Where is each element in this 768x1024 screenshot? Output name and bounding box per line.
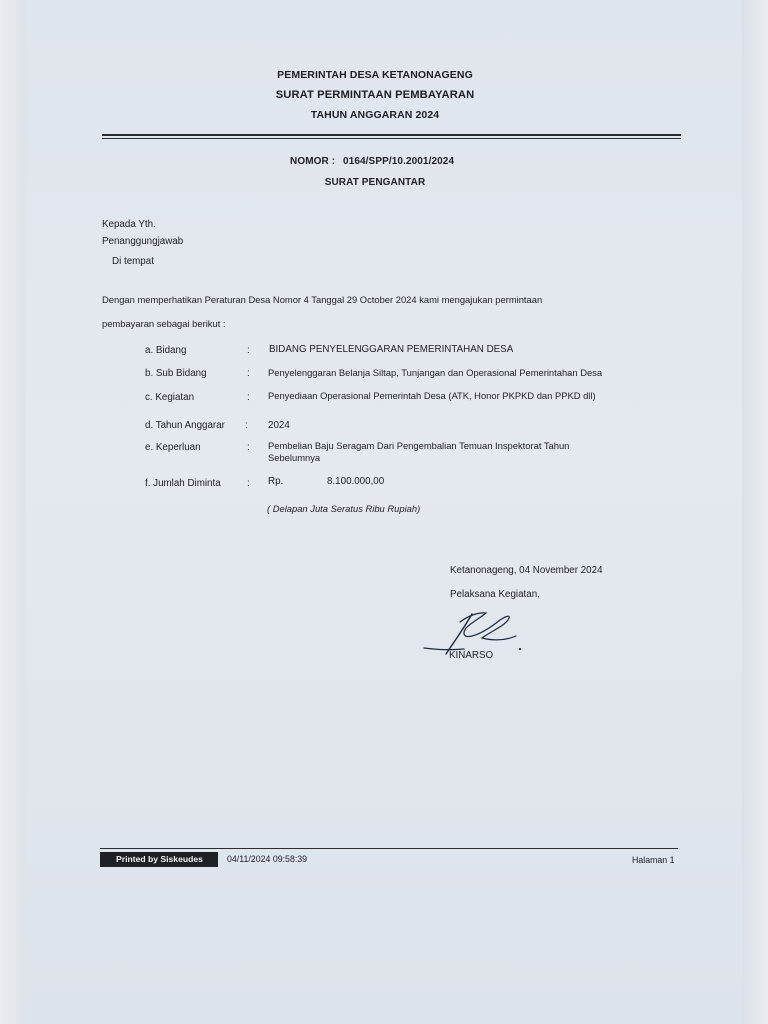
header-government: PEMERINTAH DESA KETANONAGENG [277,69,473,81]
background-right [740,0,768,1024]
item-value-jumlah: 8.100.000,00 [327,476,385,487]
recipient-greeting: Kepada Yth. [102,219,156,230]
nomor-value: 0164/SPP/10.2001/2024 [343,156,455,167]
item-key-bidang: a. Bidang [145,345,187,356]
item-value-bidang: BIDANG PENYELENGGARAN PEMERINTAHAN DESA [269,344,514,355]
nomor-line [290,156,454,167]
recipient-place: Di tempat [112,256,154,267]
item-colon: : [247,392,250,403]
recipient-name: Penanggungjawab [102,236,184,247]
item-key-kegiatan: c. Kegiatan [145,392,195,403]
nomor-label: NOMOR : [290,156,336,167]
item-colon: : [247,368,250,379]
printed-by-badge: Printed by Siskeudes [100,852,218,867]
signature-place-date: Ketanonageng, 04 November 2024 [450,565,603,576]
header-fiscal-year: TAHUN ANGGARAN 2024 [310,109,440,121]
item-currency: Rp. [268,476,284,487]
item-colon: : [245,420,248,431]
footer-rule [100,848,678,849]
item-value-keperluan: Pembelian Baju Seragam Dari Pengembalian Temuan Inspektorat Tahun [268,440,570,451]
intro-line-1: Dengan memperhatikan Peraturan Desa Nomor 4 Tanggal 29 October 2024 kami mengajukan permintaan [102,294,543,305]
signatory-name: KINARSO [449,650,494,661]
doc-type: SURAT PENGANTAR [324,177,426,188]
item-value-tahun-anggaran: 2024 [268,420,290,431]
header-title: SURAT PERMINTAAN PEMBAYARAN [275,89,475,101]
item-key-jumlah: f. Jumlah Diminta [145,478,221,489]
item-value-keperluan-cont: Sebelumnya [268,452,321,463]
item-colon: : [247,442,250,453]
item-key-tahun-anggaran: d. Tahun Anggarar [145,420,225,431]
print-timestamp: 04/11/2024 09:58:39 [227,854,308,864]
intro-line-2: pembayaran sebagai berikut : [102,318,226,329]
header-rule-top [102,134,681,136]
header-rule-bottom [102,138,681,139]
item-colon: : [247,345,250,356]
amount-in-words: ( Delapan Juta Seratus Ribu Rupiah) [267,503,421,514]
page-number: Halaman 1 [632,855,675,865]
item-key-sub-bidang: b. Sub Bidang [145,368,207,379]
background-left [0,0,26,1024]
item-colon: : [247,478,250,489]
item-value-sub-bidang: Penyelenggaran Belanja Siltap, Tunjangan dan Operasional Pemerintahan Desa [268,367,603,378]
item-key-keperluan: e. Keperluan [145,442,201,453]
item-value-kegiatan: Penyediaan Operasional Pemerintah Desa (ATK, Honor PKPKD dan PPKD dll) [268,390,596,401]
signature-role: Pelaksana Kegiatan, [450,589,540,600]
